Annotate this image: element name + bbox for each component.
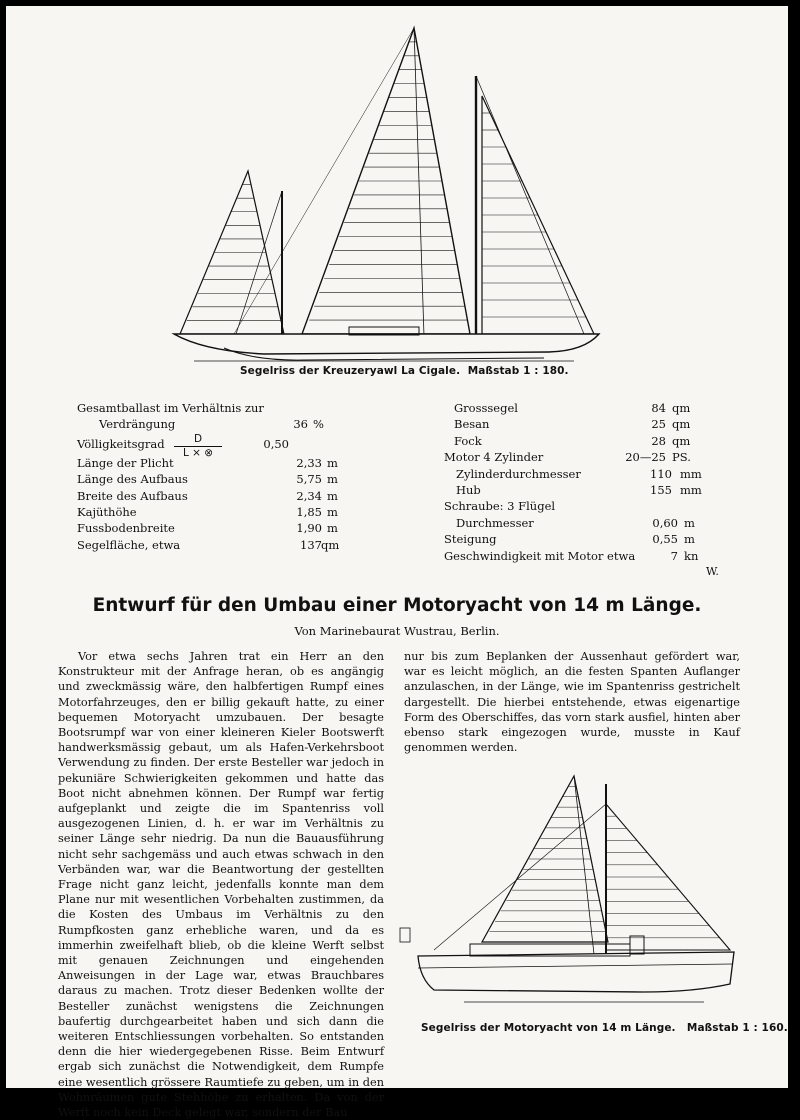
spec-label: Völligkeitsgrad [77,436,165,451]
spec-value: 137 [300,537,322,552]
formula-numerator: D [174,433,222,447]
spec-row [444,548,700,564]
spec-value: 2,33 [296,455,322,470]
spec-value: 25 [651,417,666,432]
spec-unit: m [327,455,338,470]
spec-value: 2,34 [296,488,322,503]
spec-row [444,515,700,531]
spec-label: Fussbodenbreite [77,521,175,536]
article-column-right [404,649,740,755]
spec-row [77,488,347,504]
spec-row [444,482,700,498]
page [6,6,788,1120]
spec-unit: m [327,504,338,519]
spec-row [444,416,700,432]
spec-row [444,449,700,465]
spec-label: Verdrängung [99,417,176,432]
spec-row [77,520,347,536]
spec-unit: mm [680,466,702,481]
spec-value: 0,50 [263,436,289,451]
spec-label: Zylinderdurchmesser [456,466,581,481]
sail-plan-yawl [164,16,604,366]
figure2-caption: Segelriss der Motoryacht von 14 m Länge. Maßstab 1 : 160. [421,1022,788,1034]
spec-value: 84 [651,401,666,415]
spec-value: 1,90 [296,521,322,536]
spec-row [444,498,700,514]
spec-value: 155 [650,482,672,497]
specs-left [77,400,347,553]
spec-row [77,471,347,487]
spec-row [77,537,347,553]
article-title: Entwurf für den Umbau einer Motoryacht von 14 m Länge. [92,595,702,616]
spec-row [77,504,347,520]
formula-denominator: L × ⊗ [182,447,214,459]
spec-value: 20—25 [625,450,666,465]
spec-label: Gesamtballast im Verhältnis zur [77,401,264,415]
spec-row [77,400,347,416]
spec-row [444,466,700,482]
spec-label: Hub [456,482,481,497]
spec-value: 1,85 [296,504,322,519]
spec-unit: m [327,488,338,503]
spec-row [77,416,347,432]
spec-label: Motor 4 Zylinder [444,450,544,465]
spec-row [444,400,700,416]
spec-unit: qm [672,401,691,415]
spec-unit: PS. [672,450,691,465]
spec-value: 0,55 [652,532,678,547]
article-byline: Von Marinebaurat Wustrau, Berlin. [294,624,500,638]
spec-label: Geschwindigkeit mit Motor etwa [444,548,636,563]
spec-unit: m [327,472,338,487]
spec-label: Segelfläche, etwa [77,537,181,552]
spec-unit: qm [672,433,691,448]
spec-unit: qm [672,417,691,432]
spec-value: 5,75 [296,472,322,487]
fullness-formula [174,433,222,459]
figure1-caption: Segelriss der Kreuzeryawl La Cigale. Maßstab 1 : 180. [240,365,569,377]
sail-plan-motor-yacht [394,764,754,1012]
spec-label: Durchmesser [456,515,534,530]
author-initial: W. [706,565,719,578]
spec-unit: m [684,515,695,530]
spec-label: Fock [454,433,482,448]
paragraph: Vor etwa sechs Jahren trat ein Herr an den Konstrukteur mit der Anfrage heran, ob es angängig und zweckmässig wäre, den halbfertigen Rumpf eines Motorfahrzeuges, den er billig gekauft hatte, zu einer bequemen Motoryacht umzubauen. Der besagte Bootsrumpf war von einer kleineren Kieler Bootswerft handwerksmässig gebaut, um als Hafen-Verkehrsboot Verwendung zu finden. Der erste Besteller war jedoch in pekuniäre Schwierigkeiten gekommen und hatte das Boot nicht abnehmen können. Der Rumpf war fertig aufgeplankt und zeigte die im Spantenriss voll ausgezogenen Linien, d. h. er war im Verhältnis zu seiner Länge sehr niedrig. Da nun die Bauausführung nicht sehr sachgemäss und auch etwas schwach in den Verbänden war, war die Beantwortung der gestellten Frage nicht ganz leicht, jedenfalls konnte man dem Plane nur mit wesentlichen Vorbehalten zustimmen, da die Kosten des Umbaus im Verhältnis zu den Rumpfkosten ganz erhebliche waren, und da es immerhin zweifelhaft blieb, ob die kleine Werft selbst mit genauen Zeichnungen und eingehenden Anweisungen in der Lage war, etwas Brauchbares daraus zu machen. Trotz dieser Bedenken wollte der Besteller zunächst wenigstens die Zeichnungen baufertig durchgearbeitet haben und sich dann die weiteren Entschliessungen vorbehalten. So entstanden denn die hier wiedergegebenen Risse. Beim Entwurf ergab sich zunächst die Notwendigkeit, dem Rumpfe eine wesentlich grössere Raumtiefe zu geben, um in den Wohnräumen gute Stehhöhe zu erhalten. Da von der Werft noch kein Deck gelegt war, sondern der Bau [58,650,384,1120]
spec-unit: qm [321,537,340,552]
spec-value: 7 [670,548,678,563]
spec-label: Breite des Aufbaus [77,488,188,503]
spec-value: 28 [651,433,666,448]
spec-label: Grosssegel [454,401,518,415]
spec-unit: m [684,532,695,547]
specs-right [444,400,700,564]
spec-label: Länge des Aufbaus [77,472,188,487]
spec-label: Schraube: 3 Flügel [444,499,556,514]
spec-value: 36 [293,417,308,432]
paragraph: nur bis zum Beplanken der Aussenhaut gefördert war, war es leicht möglich, an die festen Spanten Auflanger anzulaschen, in der Länge, wie im Spantenriss gestrichelt dargestellt. Die hierbei entstehende, etwas eigenartige Form des Oberschiffes, das vorn stark ausfiel, hinten aber ebenso stark eingezogen wurde, musste in Kauf genommen werden. [404,650,740,755]
spec-value: 0,60 [652,515,678,530]
spec-label: Länge der Plicht [77,455,174,470]
spec-row [444,433,700,449]
spec-label: Besan [454,417,490,432]
article-column-left [58,649,384,1120]
spec-unit: kn [684,548,699,563]
spec-unit: m [327,521,338,536]
spec-row [444,531,700,547]
spec-label: Steigung [444,532,497,547]
spec-unit: % [313,417,324,432]
spec-value: 110 [650,466,672,481]
spec-label: Kajüthöhe [77,504,137,519]
spec-unit: mm [680,482,702,497]
